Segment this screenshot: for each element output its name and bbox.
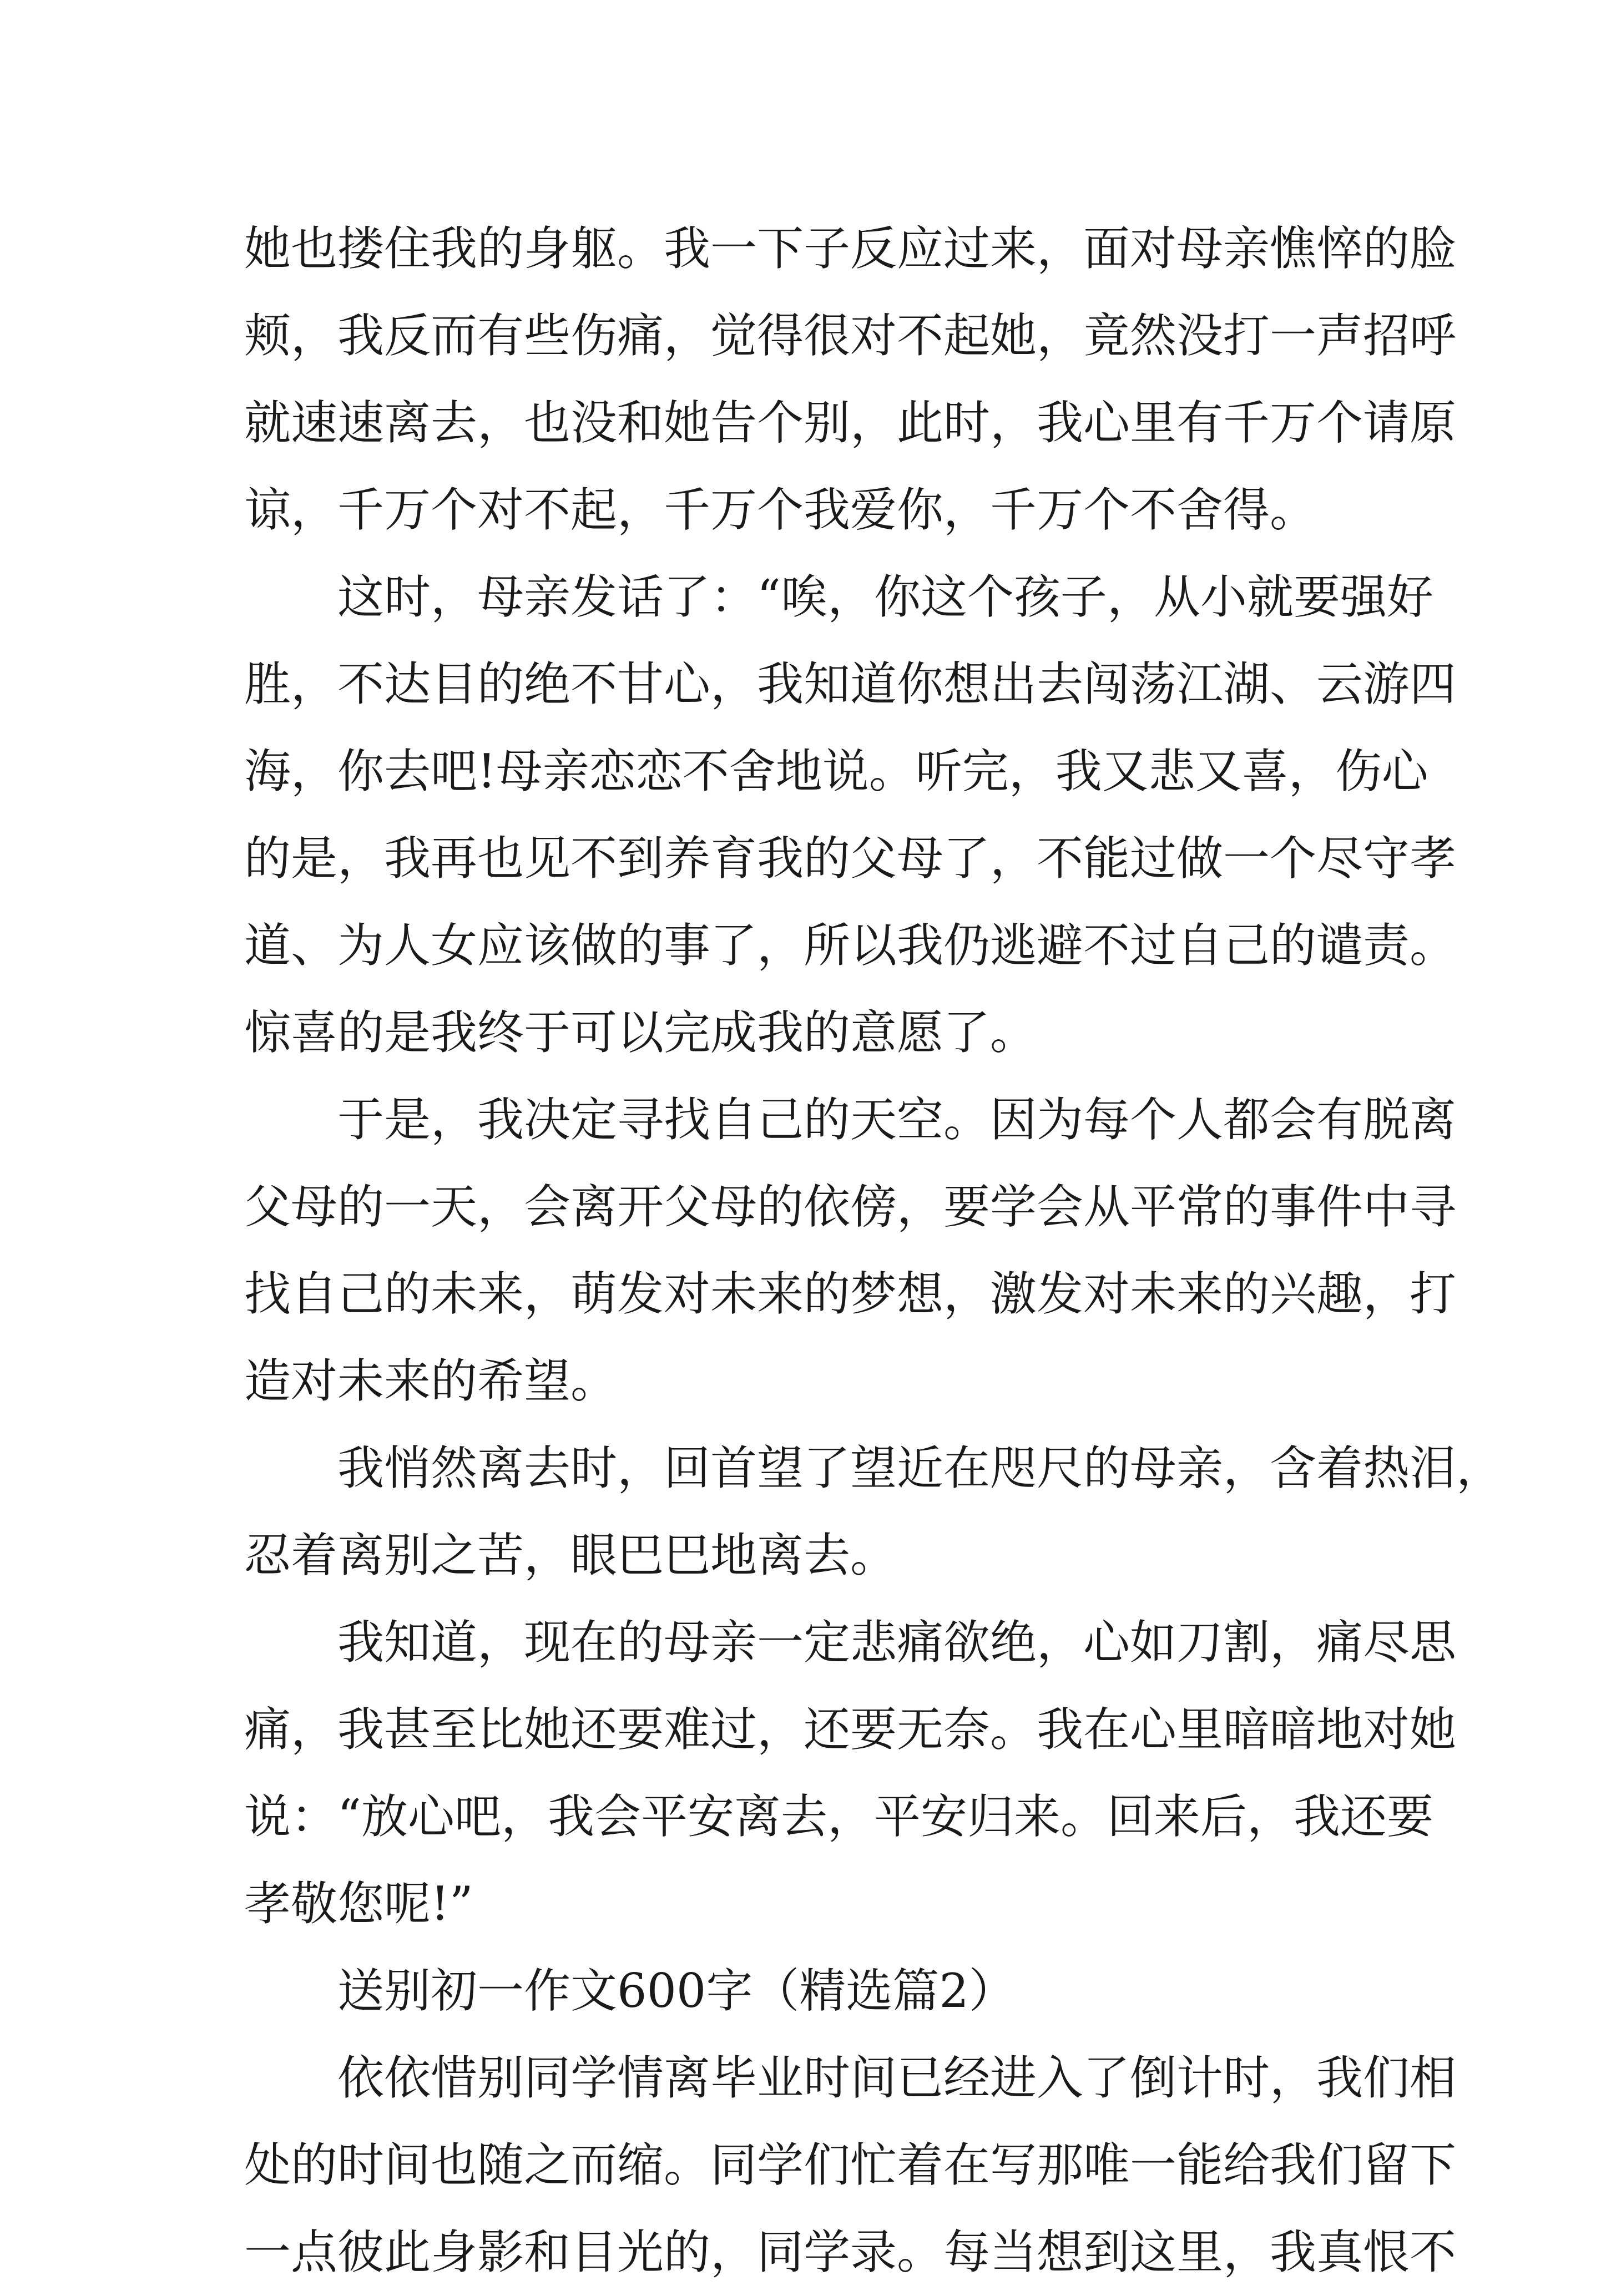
text-line: 我悄然离去时，回首望了望近在咫尺的母亲，含着热泪， <box>337 1441 1503 1495</box>
text-line: 颊，我反而有些伤痛，觉得很对不起她，竟然没打一声招呼 <box>244 309 1457 363</box>
text-line: 于是，我决定寻找自己的天空。因为每个人都会有脱离 <box>337 1093 1457 1147</box>
text-line: 道、为人女应该做的事了，所以我仍逃避不过自己的谴责。 <box>244 918 1457 973</box>
text-line: 就速速离去，也没和她告个别，此时，我心里有千万个请原 <box>244 396 1457 450</box>
text-line: 胜，不达目的绝不甘心，我知道你想出去闯荡江湖、云游四 <box>244 657 1457 711</box>
text-line: 她也搂住我的身躯。我一下子反应过来，面对母亲憔悴的脸 <box>244 221 1457 276</box>
text-line: 依依惜别同学情离毕业时间已经进入了倒计时，我们相 <box>337 2051 1457 2105</box>
text-line: 这时，母亲发话了：“唉，你这个孩子，从小就要强好 <box>337 570 1433 624</box>
text-line: 说：“放心吧，我会平安离去，平安归来。回来后，我还要 <box>244 1789 1433 1844</box>
text-line: 我知道，现在的母亲一定悲痛欲绝，心如刀割，痛尽思 <box>337 1615 1457 1670</box>
text-line: 惊喜的是我终于可以完成我的意愿了。 <box>244 1005 1037 1060</box>
text-line: 的是，我再也见不到养育我的父母了，不能过做一个尽守孝 <box>244 831 1457 886</box>
text-line: 谅，千万个对不起，千万个我爱你，千万个不舍得。 <box>244 483 1317 537</box>
text-line: 父母的一天，会离开父母的依傍，要学会从平常的事件中寻 <box>244 1180 1457 1234</box>
text-line: 孝敬您呢!” <box>244 1877 473 1931</box>
text-line: 送别初一作文600字（精选篇2） <box>337 1964 1016 2018</box>
text-line: 海，你去吧!母亲恋恋不舍地说。听完，我又悲又喜，伤心 <box>244 744 1428 798</box>
text-line: 痛，我甚至比她还要难过，还要无奈。我在心里暗暗地对她 <box>244 1702 1457 1757</box>
text-line: 忍着离别之苦，眼巴巴地离去。 <box>244 1528 897 1582</box>
document-body <box>244 205 1503 2296</box>
text-line: 找自己的未来，萌发对未来的梦想，激发对未来的兴趣，打 <box>244 1267 1457 1321</box>
text-line: 一点彼此身影和目光的，同学录。每当想到这里，我真恨不 <box>244 2225 1457 2279</box>
text-line: 造对未来的希望。 <box>244 1354 618 1408</box>
text-line: 处的时间也随之而缩。同学们忙着在写那唯一能给我们留下 <box>244 2138 1457 2192</box>
